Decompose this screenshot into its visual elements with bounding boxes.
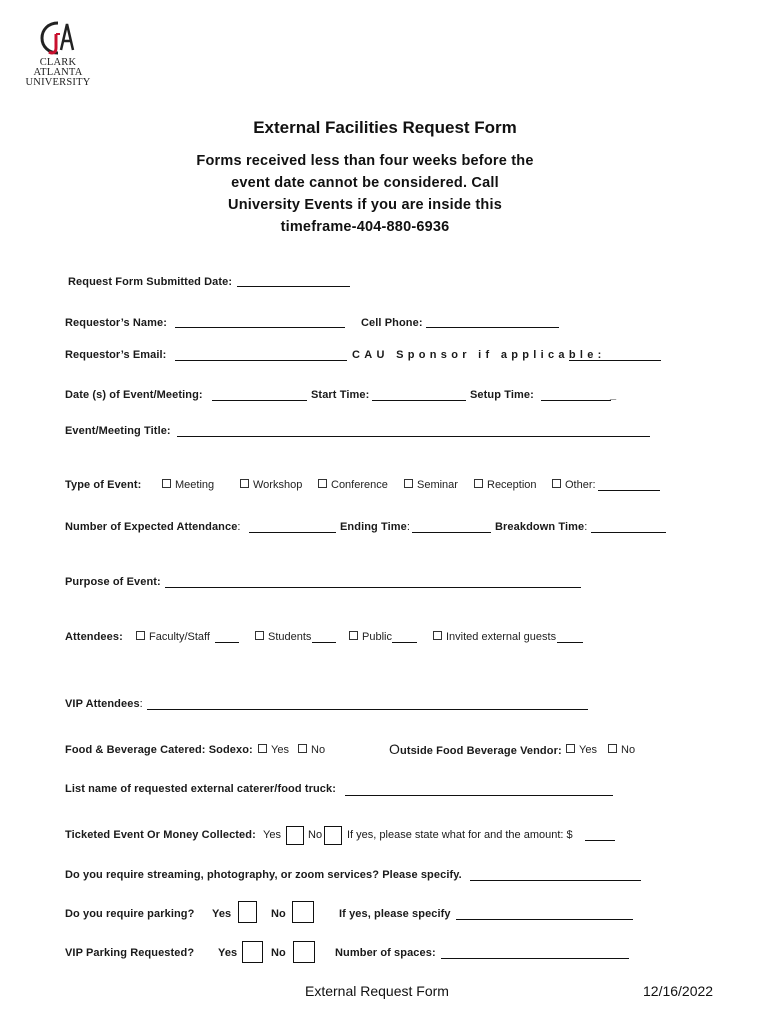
ending-time-label: Ending Time: xyxy=(340,521,411,533)
vip-attendees-field[interactable] xyxy=(147,709,588,710)
type-of-event-label: Type of Event: xyxy=(65,479,142,491)
vip-parking-yes-checkbox[interactable] xyxy=(242,941,263,963)
event-dates-label: Date (s) of Event/Meeting: xyxy=(65,389,203,401)
requestor-email-label: Requestor’s Email: xyxy=(65,349,167,361)
caterer-name-field[interactable] xyxy=(345,795,613,796)
attendee-invited-external-field[interactable] xyxy=(557,642,583,643)
checkbox-icon[interactable] xyxy=(552,479,561,488)
cau-sponsor-field[interactable] xyxy=(569,360,661,361)
vip-attendees-label: VIP Attendees: xyxy=(65,698,143,710)
checkbox-icon[interactable] xyxy=(318,479,327,488)
event-type-other[interactable]: Other: xyxy=(552,479,596,491)
submitted-date-label: Request Form Submitted Date: xyxy=(68,276,233,288)
spaces-label: Number of spaces: xyxy=(335,947,436,959)
caterer-name-label: List name of requested external caterer/food truck: xyxy=(65,783,337,795)
event-type-meeting[interactable]: Meeting xyxy=(162,479,214,491)
event-title-label: Event/Meeting Title: xyxy=(65,425,171,437)
ending-time-field[interactable] xyxy=(412,532,491,533)
breakdown-time-label: Breakdown Time: xyxy=(495,521,588,533)
event-type-conference[interactable]: Conference xyxy=(318,479,388,491)
checkbox-icon[interactable] xyxy=(474,479,483,488)
requestor-name-label: Requestor’s Name: xyxy=(65,317,167,329)
cell-phone-field[interactable] xyxy=(426,327,559,328)
footer-form-name: External Request Form xyxy=(305,983,449,999)
cau-monogram-icon xyxy=(38,20,78,56)
notice-line-4: timeframe-404-880-6936 xyxy=(280,219,450,235)
event-type-reception[interactable]: Reception xyxy=(474,479,537,491)
event-type-seminar[interactable]: Seminar xyxy=(404,479,458,491)
ticketed-yes-checkbox[interactable] xyxy=(286,826,304,845)
logo-line2: UNIVERSITY xyxy=(25,77,91,88)
attendees-label: Attendees: xyxy=(65,631,123,643)
ticketed-amount-field[interactable] xyxy=(585,840,615,841)
parking-specify-label: If yes, please specify xyxy=(339,908,451,920)
checkbox-icon[interactable] xyxy=(255,631,264,640)
ticketed-no-label: No xyxy=(308,829,323,841)
vip-parking-label: VIP Parking Requested? xyxy=(65,947,195,959)
streaming-label: Do you require streaming, photography, or zoom services? Please specify. xyxy=(65,869,462,881)
checkbox-icon[interactable] xyxy=(608,744,617,753)
vip-parking-no-label: No xyxy=(271,947,286,959)
attendee-students-field[interactable] xyxy=(312,642,336,643)
checkbox-icon[interactable] xyxy=(404,479,413,488)
sodexo-yes[interactable]: Yes xyxy=(258,744,289,756)
notice-line-2: event date cannot be considered. Call xyxy=(231,175,499,191)
streaming-field[interactable] xyxy=(470,880,641,881)
cell-phone-label: Cell Phone: xyxy=(361,317,423,329)
checkbox-icon[interactable] xyxy=(433,631,442,640)
expected-attendance-field[interactable] xyxy=(249,532,336,533)
setup-time-field[interactable] xyxy=(541,400,611,401)
requestor-name-field[interactable] xyxy=(175,327,345,328)
submitted-date-field[interactable] xyxy=(237,286,350,287)
notice-line-1: Forms received less than four weeks before the xyxy=(196,153,534,169)
ticketed-amount-label: If yes, please state what for and the amount: $ xyxy=(347,829,573,841)
cau-sponsor-label: CAU Sponsor if applicable: xyxy=(352,349,606,361)
expected-attendance-label: Number of Expected Attendance: xyxy=(65,521,241,533)
logo-line1: CLARK ATLANTA xyxy=(33,57,83,78)
vip-parking-yes-label: Yes xyxy=(218,947,238,959)
attendee-faculty-staff-field[interactable] xyxy=(215,642,239,643)
event-title-field[interactable] xyxy=(177,436,650,437)
ticketed-label: Ticketed Event Or Money Collected: xyxy=(65,829,256,841)
outside-vendor-label: Outside Food Beverage Vendor: xyxy=(389,741,562,757)
parking-label: Do you require parking? xyxy=(65,908,195,920)
event-dates-field[interactable] xyxy=(212,400,307,401)
notice-line-3: University Events if you are inside this xyxy=(228,197,502,213)
checkbox-icon[interactable] xyxy=(349,631,358,640)
deadline-notice xyxy=(150,150,580,238)
sodexo-no[interactable]: No xyxy=(298,744,325,756)
checkbox-icon[interactable] xyxy=(162,479,171,488)
outside-vendor-no[interactable]: No xyxy=(608,744,635,756)
vip-parking-no-checkbox[interactable] xyxy=(293,941,315,963)
start-time-field[interactable] xyxy=(372,400,466,401)
event-type-other-field[interactable] xyxy=(598,490,660,491)
logo-wordmark xyxy=(18,58,98,88)
checkbox-icon[interactable] xyxy=(566,744,575,753)
form-title: External Facilities Request Form xyxy=(253,118,517,137)
attendee-students[interactable]: Students xyxy=(255,631,311,643)
parking-yes-label: Yes xyxy=(212,908,232,920)
outside-vendor-yes[interactable]: Yes xyxy=(566,744,597,756)
food-catered-label: Food & Beverage Catered: Sodexo: xyxy=(65,744,253,756)
checkbox-icon[interactable] xyxy=(258,744,267,753)
attendee-faculty-staff[interactable]: Faculty/Staff xyxy=(136,631,210,643)
ticketed-yes-label: Yes xyxy=(263,829,281,841)
checkbox-icon[interactable] xyxy=(136,631,145,640)
attendee-public[interactable]: Public xyxy=(349,631,392,643)
checkbox-icon[interactable] xyxy=(298,744,307,753)
breakdown-time-field[interactable] xyxy=(591,532,666,533)
parking-no-checkbox[interactable] xyxy=(292,901,314,923)
event-type-workshop[interactable]: Workshop xyxy=(240,479,302,491)
spaces-field[interactable] xyxy=(441,958,629,959)
requestor-email-field[interactable] xyxy=(175,360,347,361)
purpose-label: Purpose of Event: xyxy=(65,576,161,588)
attendee-public-field[interactable] xyxy=(392,642,417,643)
parking-yes-checkbox[interactable] xyxy=(238,901,257,923)
attendee-invited-external[interactable]: Invited external guests xyxy=(433,631,556,643)
setup-time-trail: _ xyxy=(610,389,617,401)
parking-specify-field[interactable] xyxy=(456,919,633,920)
parking-no-label: No xyxy=(271,908,286,920)
setup-time-label: Setup Time: xyxy=(470,389,534,401)
checkbox-icon[interactable] xyxy=(240,479,249,488)
start-time-label: Start Time: xyxy=(311,389,370,401)
footer-date: 12/16/2022 xyxy=(643,983,714,999)
ticketed-no-checkbox[interactable] xyxy=(324,826,342,845)
purpose-field[interactable] xyxy=(165,587,581,588)
